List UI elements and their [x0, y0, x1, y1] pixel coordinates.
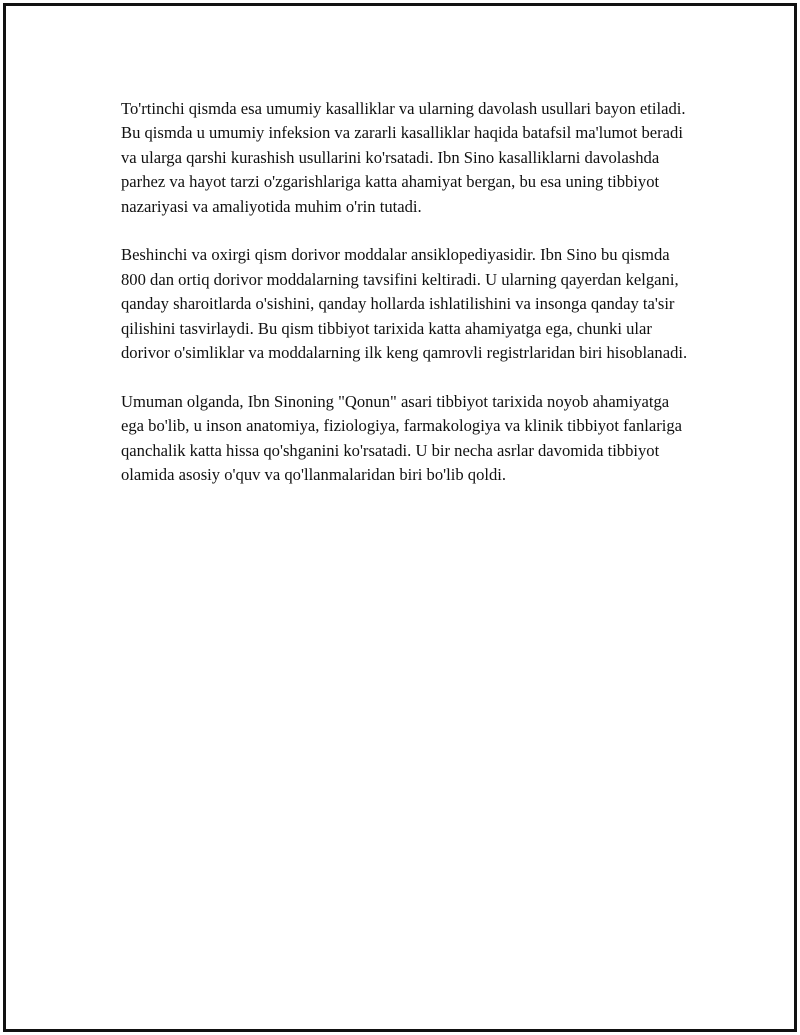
document-page [3, 3, 797, 1032]
document-body [121, 97, 696, 512]
paragraph-1: To'rtinchi qismda esa umumiy kasalliklar va ularning davolash usullari bayon etiladi. Bu qismda u umumiy infeksion va zararli kasalliklar haqida batafsil ma'lumot beradi va ularga qarshi kurashish usullarini ko'rsatadi. Ibn Sino kasalliklarni davolashda parhez va hayot tarzi o'zgarishlariga katta ahamiyat bergan, bu esa uning tibbiyot nazariyasi va amaliyotida muhim o'rin tutadi. [121, 99, 686, 216]
paragraph-2: Beshinchi va oxirgi qism dorivor moddalar ansiklopediyasidir. Ibn Sino bu qismda 800 dan ortiq dorivor moddalarning tavsifini keltiradi. U ularning qayerdan kelgani, qanday sharoitlarda o'sishini, qanday hollarda ishlatilishini va insonga qanday ta'sir qilishini tasvirlaydi. Bu qism tibbiyot tarixida katta ahamiyatga ega, chunki ular dorivor o'simliklar va moddalarning ilk keng qamrovli registrlaridan biri hisoblanadi. [121, 245, 688, 363]
paragraph-3: Umuman olganda, Ibn Sinoning "Qonun" asari tibbiyot tarixida noyob ahamiyatga ega bo'lib, u inson anatomiya, fiziologiya, farmakologiya va klinik tibbiyot fanlariga qanchalik katta hissa qo'shganini ko'rsatadi. U bir necha asrlar davomida tibbiyot olamida asosiy o'quv va qo'llanmalaridan biri bo'lib qoldi. [121, 391, 683, 485]
